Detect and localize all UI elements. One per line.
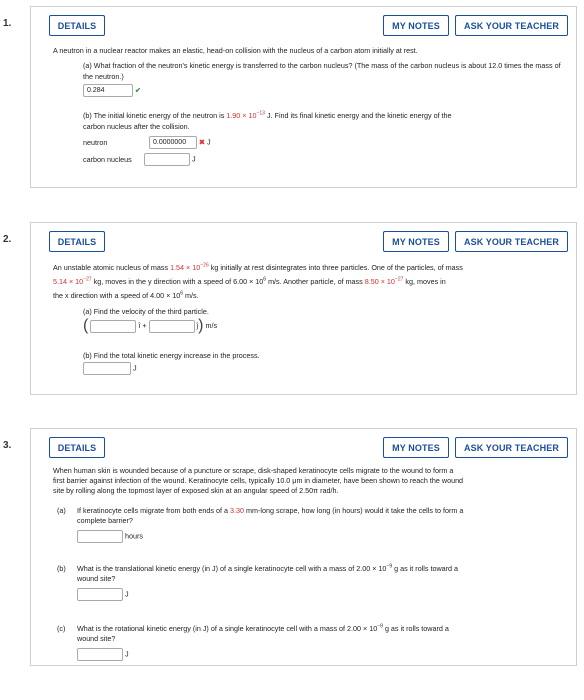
unit-label: J [125, 649, 129, 659]
q2-text-line3: the x direction with a speed of $4.00 \times 10^6$ m/s. [53, 290, 199, 300]
q3-part-c-label: (c) [57, 624, 66, 633]
close-paren: ) [198, 317, 204, 334]
question-1-card [30, 6, 577, 188]
q3-part-c-text: What is the rotational kinetic energy (in J) of a single keratinocyte cell with a mass of $2.00 \times 10^{-9}$ g as it rolls toward a [77, 623, 449, 633]
ask-teacher-button[interactable]: ASK YOUR TEACHER [455, 231, 568, 252]
details-button[interactable]: DETAILS [49, 231, 105, 252]
neutron-label: neutron [83, 138, 108, 147]
question-2-number: 2. [3, 234, 12, 245]
ask-teacher-button[interactable]: ASK YOUR TEACHER [455, 437, 568, 458]
j-hat-label: ĵ [196, 320, 199, 330]
question-2-card [30, 222, 577, 395]
unit-label: J [192, 154, 196, 164]
neutron-ke-input[interactable]: 0.0000000 [149, 136, 197, 149]
details-button[interactable]: DETAILS [49, 15, 105, 36]
ke-increase-input[interactable] [83, 362, 131, 375]
velocity-j-input[interactable] [149, 320, 195, 333]
q1-part-a-text: (a) What fraction of the neutron's kinetic energy is transferred to the carbon nucleus? (The mass of the carbon nucleus is about 12.0 times the mass of the neutron.) [83, 61, 561, 81]
details-button[interactable]: DETAILS [49, 437, 105, 458]
question-3-number: 3. [3, 440, 12, 451]
unit-label: m/s [205, 320, 218, 330]
q3-part-b-text: What is the translational kinetic energy (in J) of a single keratinocyte cell with a mass of $2.00 \times 10^{-9}$ g as it rolls toward a [77, 563, 459, 573]
q1-part-b-line2: carbon nucleus after the collision. [83, 122, 190, 131]
hours-input[interactable] [77, 530, 123, 543]
q3-part-c-line2: wound site? [77, 634, 116, 643]
question-1-number: 1. [3, 18, 12, 29]
q1-answer-a-input[interactable]: 0.284 [83, 84, 133, 97]
rotational-ke-input[interactable] [77, 648, 123, 661]
q3-part-b-line2: wound site? [77, 574, 116, 583]
unit-label: J [207, 137, 211, 147]
q3-part-a-label: (a) [57, 506, 66, 515]
q2-part-b-text: (b) Find the total kinetic energy increase in the process. [83, 351, 260, 360]
unit-label: J [125, 589, 129, 599]
q1-intro: A neutron in a nuclear reactor makes an elastic, head-on collision with the nucleus of a carbon atom initially at rest. [53, 46, 418, 55]
unit-label: hours [125, 531, 143, 541]
q3-text-line3: site by rolling along the topmost layer of exposed skin at an angular speed of 2.50π rad/h. [53, 486, 339, 495]
q3-part-a-text: If keratinocyte cells migrate from both ends of a 3.30 mm-long scrape, how long (in hours) would it take the cells to form a [77, 506, 464, 515]
q2-text-line2: $5.14 \times 10^{-27}$ kg, moves in the y direction with a speed of $6.00 \times 10^6$ m/s. Another particle, of mass $8.50 \times 10^{-27}$ kg, moves in [53, 276, 446, 286]
check-icon: ✔ [135, 85, 142, 95]
q2-text-line1: An unstable atomic nucleus of mass $1.54 \times 10^{-26}$ kg initially at rest disintegrates into three particles. One of the particles, of mass [53, 262, 463, 272]
i-hat-label: î + [138, 320, 147, 330]
q3-part-a-line2: complete barrier? [77, 516, 133, 525]
q3-text-line2: first barrier against infection of the wound. Keratinocyte cells, typically 10.0 μm in diameter, have been shown to reach the wound [53, 476, 464, 485]
cross-icon: ✖ [199, 137, 206, 147]
translational-ke-input[interactable] [77, 588, 123, 601]
my-notes-button[interactable]: MY NOTES [383, 437, 449, 458]
carbon-ke-input[interactable] [144, 153, 190, 166]
ask-teacher-button[interactable]: ASK YOUR TEACHER [455, 15, 568, 36]
open-paren: ( [83, 317, 89, 334]
question-3-card [30, 428, 577, 666]
q1-part-b-text: (b) The initial kinetic energy of the neutron is $1.90 \times 10^{-13}$ J. Find its final kinetic energy and the kinetic energy of the [83, 110, 452, 120]
q3-text-line1: When human skin is wounded because of a puncture or scrape, disk-shaped keratinocyte cells migrate to the wound to form a [53, 466, 454, 475]
q2-part-a-text: (a) Find the velocity of the third particle. [83, 307, 209, 316]
carbon-nucleus-label: carbon nucleus [83, 155, 132, 164]
velocity-i-input[interactable] [90, 320, 136, 333]
my-notes-button[interactable]: MY NOTES [383, 231, 449, 252]
my-notes-button[interactable]: MY NOTES [383, 15, 449, 36]
unit-label: J [133, 363, 137, 373]
q3-part-b-label: (b) [57, 564, 66, 573]
q1-initial-ke-value: $1.90 \times 10^{-13}$ [226, 110, 265, 120]
